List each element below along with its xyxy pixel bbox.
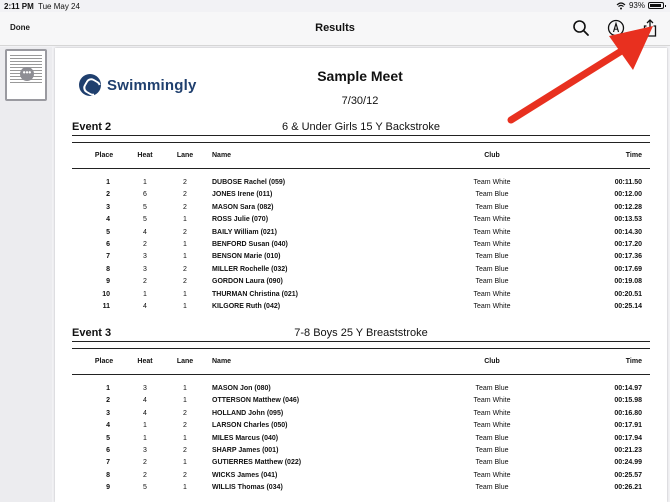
cell-lane: 2	[183, 447, 187, 454]
swimmingly-logo	[79, 74, 197, 96]
cell-name: KILGORE Ruth (042)	[212, 303, 281, 310]
table-row	[72, 457, 650, 469]
cell-place: 4	[106, 422, 110, 430]
cell-name: DUBOSE Rachel (059)	[212, 179, 286, 186]
cell-heat: 4	[143, 409, 147, 417]
cell-name: HOLLAND John (095)	[212, 409, 284, 417]
cell-heat: 3	[143, 265, 147, 273]
cell-time: 00:11.50	[614, 179, 642, 186]
event-name: 7-8 Boys 25 Y Breaststroke	[294, 327, 428, 339]
table-row	[72, 445, 650, 457]
search-icon[interactable]	[571, 18, 591, 38]
cell-club: Team Blue	[475, 459, 509, 467]
cell-lane: 1	[183, 241, 187, 248]
share-icon[interactable]	[640, 18, 660, 38]
cell-place: 2	[106, 191, 110, 199]
cell-lane: 2	[183, 179, 187, 186]
done-button[interactable]: Done	[10, 23, 30, 32]
cell-time: 00:25.14	[614, 303, 642, 310]
cell-name: SHARP James (001)	[212, 447, 279, 454]
more-icon[interactable]: •••	[20, 67, 34, 81]
cell-club: Team White	[473, 179, 511, 186]
cell-club: Team White	[473, 422, 511, 430]
cell-club: Team White	[473, 216, 511, 224]
cell-club: Team Blue	[475, 447, 509, 454]
cell-name: MASON Jon (080)	[212, 385, 271, 392]
cell-heat: 4	[143, 303, 147, 310]
cell-place: 11	[102, 303, 110, 310]
cell-club: Team White	[473, 409, 511, 417]
cell-time: 00:24.99	[614, 459, 642, 467]
cell-time: 00:16.80	[614, 409, 642, 417]
cell-lane: 2	[183, 265, 187, 273]
cell-lane: 1	[183, 385, 187, 392]
event-label: Event 2	[72, 121, 112, 133]
meet-title: Sample Meet	[317, 68, 403, 84]
cell-lane: 1	[183, 216, 187, 224]
table-row	[72, 214, 650, 226]
cell-lane: 1	[183, 459, 187, 467]
swimmingly-logo-icon	[79, 74, 101, 96]
cell-lane: 1	[183, 253, 187, 261]
cell-name: GORDON Laura (090)	[212, 278, 283, 286]
cell-time: 00:17.36	[614, 253, 642, 261]
table-row	[72, 470, 650, 482]
cell-heat: 2	[143, 471, 147, 479]
cell-time: 00:12.00	[614, 191, 642, 199]
cell-club: Team Blue	[475, 278, 509, 286]
markup-pen-icon[interactable]	[606, 18, 626, 38]
column-header-club: Club	[484, 358, 500, 365]
column-header-time: Time	[625, 358, 642, 365]
cell-club: Team Blue	[475, 203, 509, 211]
status-bar	[0, 0, 670, 12]
cell-place: 5	[106, 228, 110, 236]
cell-name: GUTIERRES Matthew (022)	[212, 459, 302, 467]
cell-club: Team Blue	[475, 191, 509, 199]
cell-club: Team White	[473, 397, 511, 405]
cell-lane: 2	[183, 278, 187, 286]
column-header-club: Club	[484, 152, 500, 159]
column-header-name: Name	[212, 152, 232, 159]
cell-place: 3	[106, 409, 110, 417]
cell-lane: 1	[183, 397, 187, 405]
cell-place: 2	[106, 397, 110, 405]
table-row	[72, 408, 650, 420]
cell-place: 8	[106, 265, 110, 273]
cell-club: Team Blue	[475, 265, 509, 273]
table-row	[72, 301, 650, 313]
cell-name: WICKS James (041)	[212, 471, 278, 479]
cell-heat: 3	[143, 385, 147, 392]
cell-lane: 1	[183, 290, 187, 298]
table-row	[72, 420, 650, 432]
cell-name: THURMAN Christina (021)	[212, 290, 298, 298]
column-header-row	[72, 142, 650, 169]
cell-place: 7	[106, 253, 110, 261]
cell-time: 00:17.69	[614, 265, 642, 273]
cell-name: LARSON Charles (050)	[212, 422, 288, 430]
cell-club: Team White	[473, 241, 511, 248]
column-header-heat: Heat	[137, 358, 153, 365]
event-label: Event 3	[72, 327, 112, 339]
cell-lane: 1	[183, 303, 187, 310]
cell-club: Team White	[473, 303, 511, 310]
nav-title: Results	[315, 22, 355, 34]
cell-name: BAILY William (021)	[212, 228, 277, 236]
column-header-lane: Lane	[176, 152, 194, 159]
cell-place: 1	[106, 179, 110, 186]
cell-place: 10	[102, 290, 110, 298]
cell-club: Team Blue	[475, 253, 509, 261]
column-header-place: Place	[94, 358, 114, 365]
battery-percent: 93%	[628, 1, 645, 10]
event-header	[72, 326, 650, 342]
table-row	[72, 227, 650, 239]
event-header	[72, 120, 650, 136]
table-row	[72, 383, 650, 395]
cell-heat: 5	[143, 484, 147, 492]
event-name: 6 & Under Girls 15 Y Backstroke	[282, 121, 440, 133]
cell-name: MASON Sara (082)	[212, 203, 274, 211]
table-row	[72, 177, 650, 189]
cell-time: 00:20.51	[614, 290, 642, 298]
page-thumbnail[interactable]	[5, 49, 47, 101]
table-row	[72, 251, 650, 263]
cell-name: MILLER Rochelle (032)	[212, 265, 288, 273]
cell-name: MILES Marcus (040)	[212, 434, 279, 442]
cell-heat: 1	[143, 422, 147, 430]
cell-place: 3	[106, 203, 110, 211]
cell-name: WILLIS Thomas (034)	[212, 484, 283, 492]
cell-club: Team White	[473, 290, 511, 298]
cell-name: BENSON Marie (010)	[212, 253, 281, 261]
cell-time: 00:21.23	[614, 447, 642, 454]
table-row	[72, 239, 650, 251]
cell-heat: 4	[143, 397, 147, 405]
cell-name: OTTERSON Matthew (046)	[212, 397, 300, 405]
cell-time: 00:26.21	[614, 484, 642, 492]
table-row	[72, 202, 650, 214]
column-header-name: Name	[212, 358, 232, 365]
cell-heat: 1	[143, 290, 147, 298]
cell-lane: 2	[183, 471, 187, 479]
column-header-lane: Lane	[176, 358, 194, 365]
cell-name: BENFORD Susan (040)	[212, 241, 288, 248]
cell-lane: 2	[183, 409, 187, 417]
status-date: Tue May 24	[38, 2, 80, 11]
wifi-icon	[616, 2, 626, 10]
cell-time: 00:17.20	[614, 241, 642, 248]
cell-lane: 2	[183, 422, 187, 430]
cell-name: JONES Irene (011)	[212, 191, 273, 199]
cell-heat: 2	[143, 278, 147, 286]
cell-time: 00:19.08	[614, 278, 642, 286]
cell-time: 00:17.94	[614, 434, 642, 442]
thumbnail-sidebar	[0, 47, 52, 502]
cell-place: 9	[106, 278, 110, 286]
column-header-heat: Heat	[137, 152, 153, 159]
cell-time: 00:12.28	[614, 203, 642, 211]
cell-lane: 2	[183, 228, 187, 236]
nav-bar	[0, 12, 670, 46]
status-right	[616, 1, 664, 10]
logo-text: Swimmingly	[107, 76, 197, 94]
cell-place: 7	[106, 459, 110, 467]
table-row	[72, 276, 650, 288]
cell-heat: 1	[143, 434, 147, 442]
cell-club: Team White	[473, 471, 511, 479]
cell-heat: 2	[143, 241, 147, 248]
cell-club: Team Blue	[475, 484, 509, 492]
cell-heat: 1	[143, 179, 147, 186]
cell-place: 4	[106, 216, 110, 224]
cell-heat: 5	[143, 216, 147, 224]
table-row	[72, 289, 650, 301]
cell-time: 00:17.91	[614, 422, 642, 430]
cell-heat: 3	[143, 447, 147, 454]
cell-time: 00:15.98	[614, 397, 642, 405]
table-row	[72, 395, 650, 407]
table-row	[72, 433, 650, 445]
cell-place: 1	[106, 385, 110, 392]
cell-club: Team Blue	[475, 434, 509, 442]
column-header-time: Time	[625, 152, 642, 159]
cell-heat: 4	[143, 228, 147, 236]
meet-date: 7/30/12	[341, 95, 379, 107]
cell-lane: 1	[183, 484, 187, 492]
cell-place: 9	[106, 484, 110, 492]
cell-time: 00:13.53	[614, 216, 642, 224]
cell-club: Team White	[473, 228, 511, 236]
cell-time: 00:14.97	[614, 385, 642, 392]
cell-name: ROSS Julie (070)	[212, 216, 269, 224]
cell-heat: 3	[143, 253, 147, 261]
column-header-place: Place	[94, 152, 114, 159]
table-row	[72, 264, 650, 276]
battery-icon	[648, 2, 664, 9]
cell-lane: 2	[183, 203, 187, 211]
column-header-row	[72, 348, 650, 375]
cell-heat: 5	[143, 203, 147, 211]
cell-heat: 2	[143, 459, 147, 467]
cell-heat: 6	[143, 191, 147, 199]
cell-place: 6	[106, 241, 110, 248]
cell-lane: 2	[183, 191, 187, 199]
table-row	[72, 482, 650, 494]
cell-time: 00:25.57	[614, 471, 642, 479]
table-row	[72, 189, 650, 201]
document-page	[55, 48, 667, 502]
status-time: 2:11 PM	[4, 2, 34, 11]
cell-club: Team Blue	[475, 385, 509, 392]
cell-place: 6	[106, 447, 110, 454]
cell-place: 5	[106, 434, 110, 442]
cell-time: 00:14.30	[614, 228, 642, 236]
cell-lane: 1	[183, 434, 187, 442]
cell-place: 8	[106, 471, 110, 479]
